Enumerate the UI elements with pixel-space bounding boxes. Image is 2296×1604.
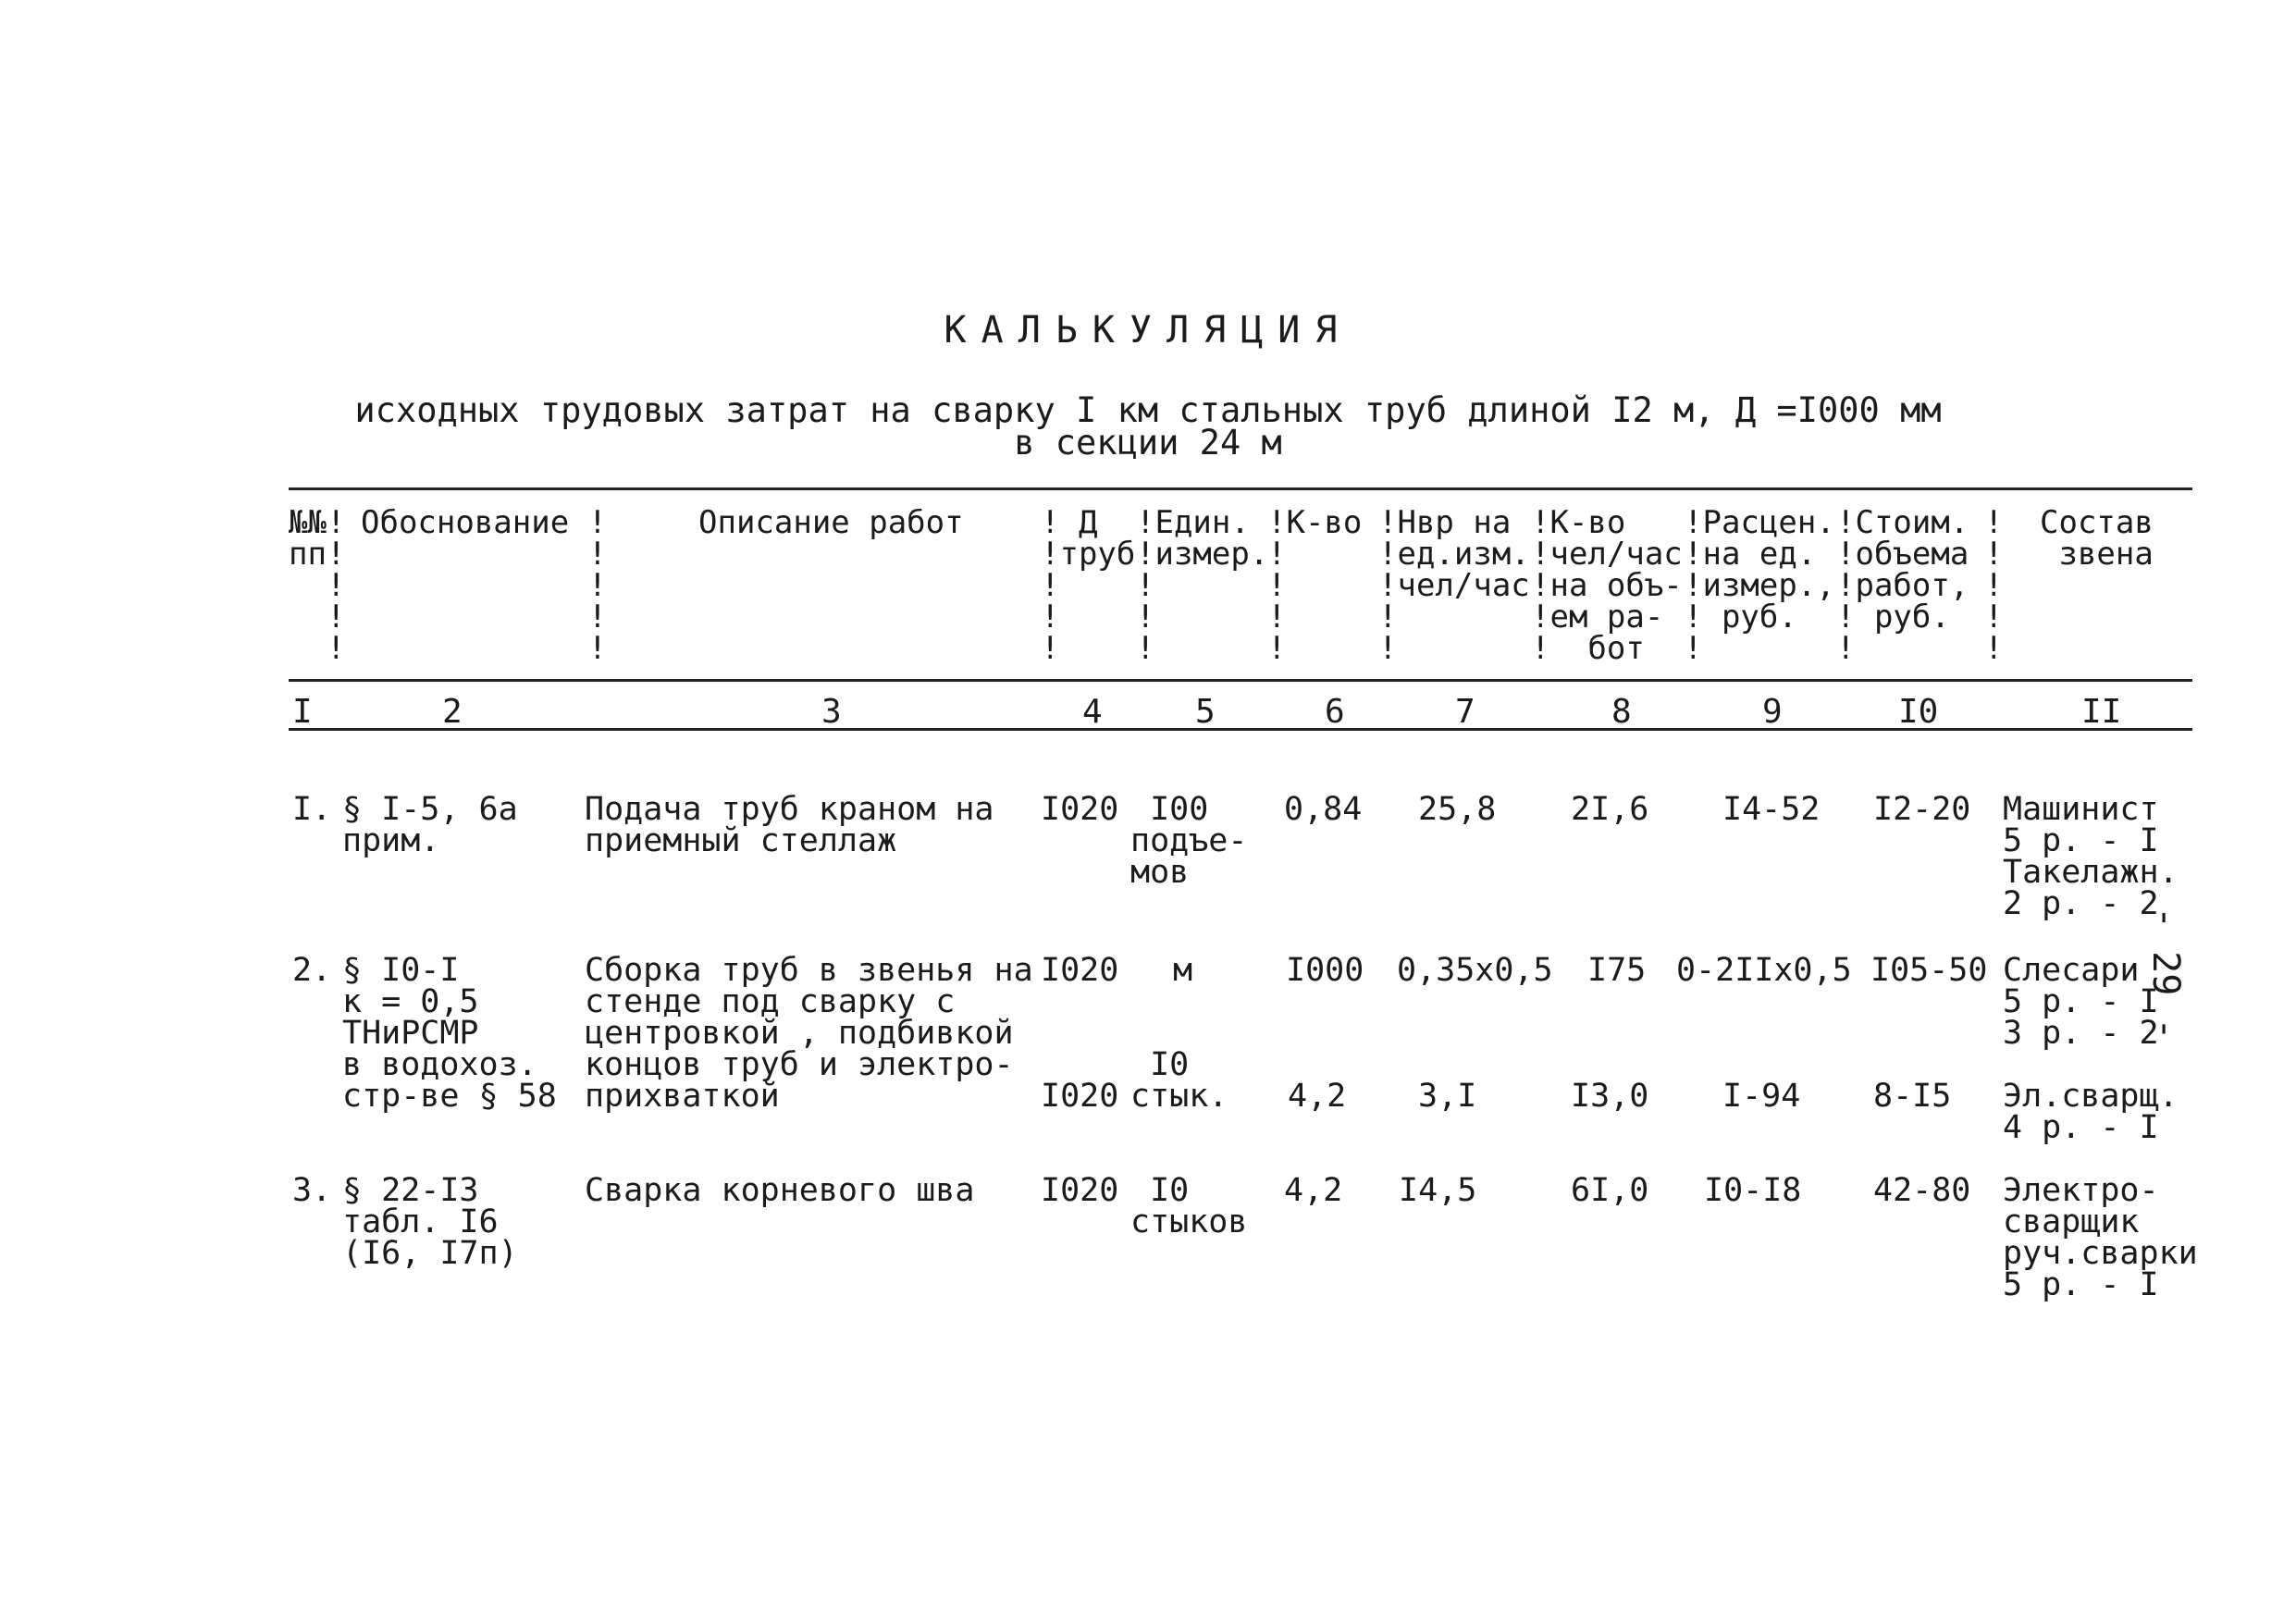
row2-sub-diameter: I020 bbox=[1041, 1078, 1119, 1115]
column-number-8: 8 bbox=[1611, 693, 1632, 731]
column-number-5: 5 bbox=[1195, 693, 1216, 731]
row2-quantity: I000 bbox=[1286, 952, 1364, 989]
column-number-1: I bbox=[292, 693, 313, 731]
row2-unit: м bbox=[1173, 952, 1193, 989]
column-number-2: 2 bbox=[442, 693, 463, 731]
row2-sub-crew: Эл.сварщ. 4 р. - I bbox=[2003, 1078, 2179, 1146]
row3-crew: Электро- сварщик руч.сварки 5 р. - I bbox=[2003, 1172, 2198, 1303]
row3-cost: 42-80 bbox=[1873, 1172, 1971, 1209]
row2-sub-rate: I-94 bbox=[1722, 1078, 1801, 1115]
column-number-11: II bbox=[2081, 693, 2122, 731]
page-number: - 29 - bbox=[2144, 907, 2187, 1041]
header-unit: !Един. !измер. ! ! ! bbox=[1136, 504, 1269, 667]
column-number-7: 7 bbox=[1455, 693, 1475, 731]
column-number-4: 4 bbox=[1082, 693, 1103, 731]
row1-cost: I2-20 bbox=[1873, 791, 1971, 828]
row3-norm-time: I4,5 bbox=[1399, 1172, 1477, 1209]
row2-sub-quantity: 4,2 bbox=[1288, 1078, 1347, 1115]
header-bottom-rule bbox=[289, 679, 2192, 682]
row2-sub-unit: I0 стык. bbox=[1130, 1046, 1228, 1115]
document-subtitle-line1: исходных трудовых затрат на сварку I км стальных труб длиной I2 м, Д =I000 мм bbox=[354, 390, 1942, 430]
table-top-rule bbox=[289, 487, 2192, 490]
header-man-hours: !К-во !чел/час !на объ- !ем ра- ! бот bbox=[1531, 504, 1683, 667]
row2-diameter: I020 bbox=[1041, 952, 1119, 989]
row1-diameter: I020 bbox=[1041, 791, 1119, 828]
row1-norm-time: 25,8 bbox=[1418, 791, 1497, 828]
header-diameter: ! Д !труб ! ! ! bbox=[1041, 504, 1136, 667]
row3-quantity: 4,2 bbox=[1284, 1172, 1343, 1209]
header-quantity: !К-во ! ! ! ! bbox=[1267, 504, 1363, 667]
row1-number: I. bbox=[292, 791, 332, 828]
row2-cost: I05-50 bbox=[1870, 952, 1988, 989]
column-numbers-rule bbox=[289, 728, 2192, 731]
header-basis: Обоснование ! ! ! ! ! bbox=[361, 504, 608, 667]
row1-rate: I4-52 bbox=[1722, 791, 1821, 828]
row1-basis: § I-5, 6а прим. bbox=[342, 791, 518, 859]
row2-man-hours: I75 bbox=[1587, 952, 1647, 989]
row3-number: 3. bbox=[292, 1172, 332, 1209]
row3-rate: I0-I8 bbox=[1704, 1172, 1802, 1209]
row2-sub-norm-time: 3,I bbox=[1418, 1078, 1477, 1115]
row1-crew: Машинист 5 р. - I Такелажн. 2 р. - 2 bbox=[2003, 791, 2179, 922]
row1-description: Подача труб краном на приемный стеллаж bbox=[585, 791, 994, 859]
document-title: КАЛЬКУЛЯЦИЯ bbox=[944, 309, 1352, 352]
row2-sub-cost: 8-I5 bbox=[1873, 1078, 1952, 1115]
document-subtitle-line2: в секции 24 м bbox=[1014, 423, 1282, 463]
row1-man-hours: 2I,6 bbox=[1571, 791, 1649, 828]
header-cost: !Стоим. !объема !работ, ! руб. ! bbox=[1836, 504, 1969, 667]
row3-diameter: I020 bbox=[1041, 1172, 1119, 1209]
row1-quantity: 0,84 bbox=[1284, 791, 1363, 828]
row2-description: Сборка труб в звенья на стенде под сварку с центровкой , подбивкой концов труб и электро- прихваткой bbox=[585, 952, 1033, 1115]
row3-man-hours: 6I,0 bbox=[1571, 1172, 1649, 1209]
row3-unit: I0 стыков bbox=[1130, 1172, 1248, 1240]
column-number-10: I0 bbox=[1898, 693, 1939, 731]
header-description: Описание работ bbox=[698, 504, 964, 541]
header-crew: Состав звена bbox=[2040, 504, 2154, 573]
header-separator: ! ! ! ! ! bbox=[1984, 504, 2004, 667]
row2-norm-time: 0,35х0,5 bbox=[1397, 952, 1553, 989]
row2-number: 2. bbox=[292, 952, 332, 989]
row2-rate: 0-2IIх0,5 bbox=[1676, 952, 1852, 989]
column-number-6: 6 bbox=[1325, 693, 1345, 731]
column-number-9: 9 bbox=[1762, 693, 1783, 731]
row1-unit: I00 подъе- мов bbox=[1130, 791, 1248, 891]
header-norm-time: !Нвр на !ед.изм. !чел/час ! ! bbox=[1378, 504, 1530, 667]
row2-crew: Слесари 5 р. - I 3 р. - 2 bbox=[2003, 952, 2159, 1052]
column-number-3: 3 bbox=[821, 693, 842, 731]
row2-basis: § I0-I к = 0,5 ТНиРСМР в водохоз. стр-ве § 58 bbox=[342, 952, 557, 1115]
row2-sub-man-hours: I3,0 bbox=[1571, 1078, 1649, 1115]
header-no: №№! пп! ! ! ! bbox=[289, 504, 346, 667]
row3-basis: § 22-I3 табл. I6 (I6, I7п) bbox=[342, 1172, 518, 1272]
header-rate: !Расцен. !на ед. !измер., ! руб. ! bbox=[1684, 504, 1835, 667]
row3-description: Сварка корневого шва bbox=[585, 1172, 975, 1209]
